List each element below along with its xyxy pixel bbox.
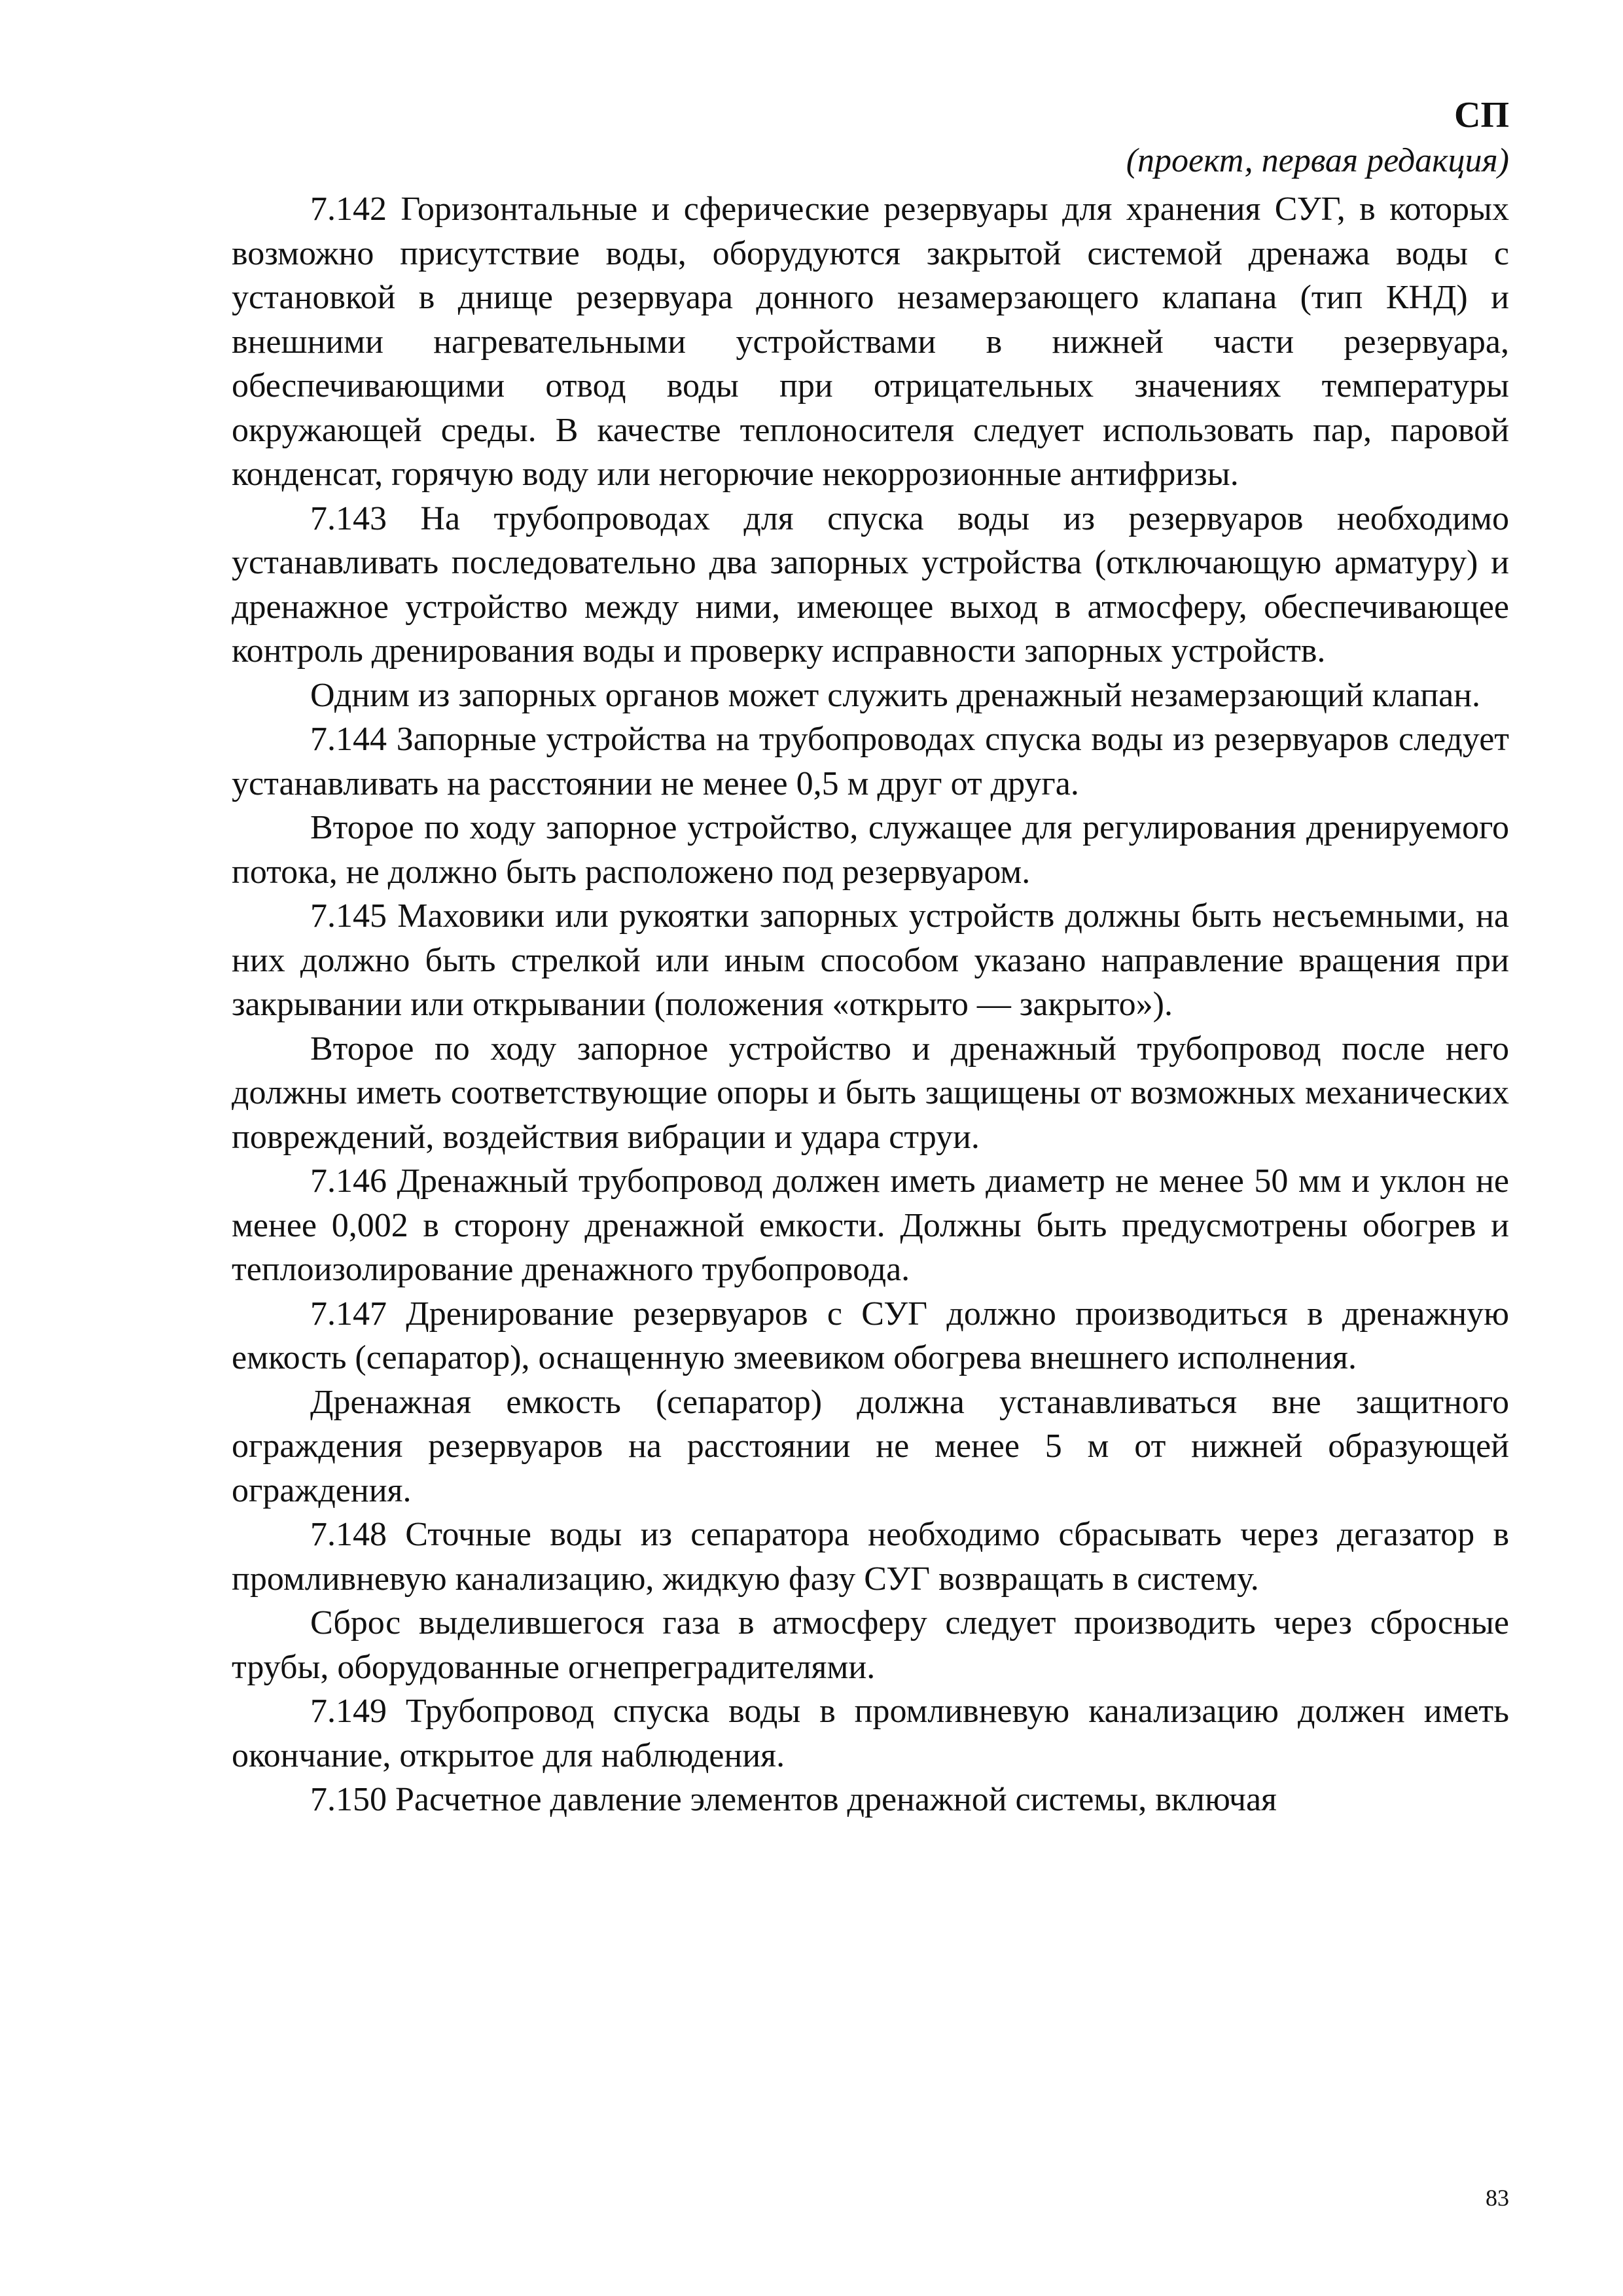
page-number: 83: [1486, 2185, 1509, 2211]
paragraph-7-147-note: Дренажная емкость (сепаратор) должна устанавливаться вне защитного ограждения резервуаров на расстоянии не менее 5 м от нижней образующей ограждения.: [232, 1383, 1509, 1509]
paragraph-7-143-note: Одним из запорных органов может служить дренажный незамерзающий клапан.: [310, 676, 1481, 714]
paragraph-7-145-note: Второе по ходу запорное устройство и дренажный трубопровод после него должны иметь соответствующие опоры и быть защищены от возможных механических повреждений, воздействия вибрации и удара струи.: [232, 1030, 1509, 1156]
paragraph-7-147: 7.147 Дренирование резервуаров с СУГ должно производиться в дренажную емкость (сепаратор), оснащенную змеевиком обогрева внешнего исполнения.: [232, 1295, 1509, 1376]
paragraph-7-149: 7.149 Трубопровод спуска воды в промливневую канализацию должен иметь окончание, открытое для наблюдения.: [232, 1693, 1509, 1774]
paragraph-7-144: 7.144 Запорные устройства на трубопроводах спуска воды из резервуаров следует устанавливать на расстоянии не менее 0,5 м друг от друга.: [232, 721, 1509, 802]
page-header: [1126, 92, 1509, 183]
paragraph-7-148: 7.148 Сточные воды из сепаратора необходимо сбрасывать через дегазатор в промливневую канализацию, жидкую фазу СУГ возвращать в систему.: [232, 1516, 1509, 1598]
document-code: СП: [1454, 95, 1509, 135]
paragraph-7-146: 7.146 Дренажный трубопровод должен иметь диаметр не менее 50 мм и уклон не менее 0,002 в сторону дренажной емкости. Должны быть предусмотрены обогрев и теплоизолирование дренажного трубопровода.: [232, 1162, 1509, 1288]
document-body: [232, 187, 1509, 1822]
paragraph-7-148-note: Сброс выделившегося газа в атмосферу следует производить через сбросные трубы, оборудованные огнепреградителями.: [232, 1604, 1509, 1686]
paragraph-7-142: 7.142 Горизонтальные и сферические резервуары для хранения СУГ, в которых возможно присутствие воды, оборудуются закрытой системой дренажа воды с установкой в днище резервуара донного незамерзающего клапана (тип КНД) и внешними нагревательными устройствами в нижней части резервуара, обеспечивающими отвод воды при отрицательных значениях температуры окружающей среды. В качестве теплоносителя следует использовать пар, паровой конденсат, горячую воду или негорючие некоррозионные антифризы.: [232, 190, 1509, 493]
document-status: (проект, первая редакция): [1126, 142, 1509, 179]
paragraph-7-144-note: Второе по ходу запорное устройство, служащее для регулирования дренируемого потока, не должно быть расположено под резервуаром.: [232, 809, 1509, 891]
paragraph-7-143: 7.143 На трубопроводах для спуска воды из резервуаров необходимо устанавливать последовательно два запорных устройства (отключающую арматуру) и дренажное устройство между ними, имеющее выход в атмосферу, обеспечивающее контроль дренирования воды и проверку исправности запорных устройств.: [232, 499, 1509, 670]
paragraph-7-150: 7.150 Расчетное давление элементов дренажной системы, включая: [310, 1781, 1277, 1818]
paragraph-7-145: 7.145 Маховики или рукоятки запорных устройств должны быть несъемными, на них должно быть стрелкой или иным способом указано направление вращения при закрывании или открывании (положения «открыто — закрыто»).: [232, 897, 1509, 1023]
